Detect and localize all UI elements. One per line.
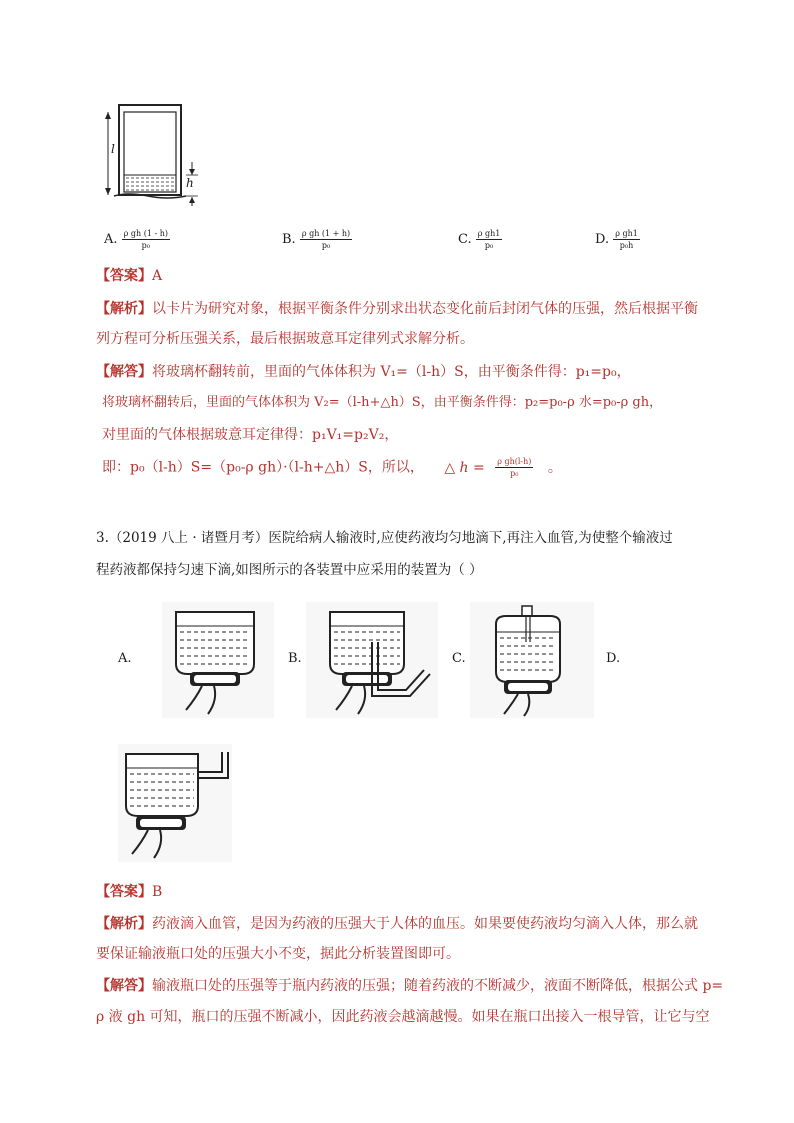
q2-answer: 【答案】A [96,268,163,284]
q3-solution-line2: ρ 液 gh 可知，瓶口的压强不断减小，因此药液会越滴越慢。如果在瓶口出接入一根导管，让它与空 [96,1009,710,1025]
q2-analysis-line2: 列方程可分析压强关系，最后根据玻意耳定律列式求解分析。 [96,331,474,347]
q2-solution-line4: 即：p₀（l-h）S=（p₀-ρ gh）·（l-h+△h）S，所以， △ h = $\frac{\text{ρ gh(l-h)}}{\text{p₀}}$ 。 [102,457,562,478]
q3-option-a-letter: A. [118,651,132,666]
inverted-glass-figure [98,100,218,210]
option-c: C. $\frac{\text{ρ gh1}}{\text{p₀}}$ [458,229,501,250]
q3-analysis-line1: 【解析】药液滴入血管，是因为药液的压强大于人体的血压。如果要使药液均匀滴入人体，那么就 [96,916,698,932]
option-a: A. $\frac{\text{ρ gh (1 - h)}}{\text{p₀}}$ [104,229,169,250]
q3-analysis-line2: 要保证输液瓶口处的压强大小不变，据此分析装置图即可。 [96,946,460,962]
figure-label-h: h [186,176,194,190]
option-b: B. $\frac{\text{ρ gh (1 + h)}}{\text{p₀}}$ [282,229,351,250]
infusion-bottle-d [118,744,232,862]
q3-solution-line1: 【解答】输液瓶口处的压强等于瓶内药液的压强；随着药液的不断减少，液面不断降低，根据公式 p= [96,978,724,994]
q3-option-b-letter: B. [288,651,302,666]
figure-label-l: l [111,142,115,156]
q2-analysis-line1: 【解析】以卡片为研究对象，根据平衡条件分别求出状态变化前后封闭气体的压强，然后根据平衡 [96,301,698,317]
infusion-bottle-b [306,602,438,718]
q3-answer: 【答案】B [96,884,163,900]
option-d: D. $\frac{\text{ρ gh1}}{\text{p₀h}}$ [595,229,638,250]
q3-option-d-letter: D. [606,651,621,666]
q2-solution-line2: 将玻璃杯翻转后，里面的气体体积为 V₂=（l-h+△h）S，由平衡条件得：p₂=p₀-ρ 水=p₀-ρ gh， [102,395,663,410]
infusion-bottle-c [470,602,594,718]
q2-solution-line1: 【解答】将玻璃杯翻转前，里面的气体体积为 V₁=（l-h）S，由平衡条件得：p₁=p₀， [96,364,631,380]
q3-stem-line2: 程药液都保持匀速下滴,如图所示的各装置中应采用的装置为（ ） [96,562,483,578]
infusion-bottle-a [162,602,274,718]
q3-option-c-letter: C. [452,651,466,666]
q2-solution-line3: 对里面的气体根据玻意耳定律得：p₁V₁=p₂V₂， [102,427,399,443]
q3-stem-line1: 3.（2019 八上 · 诸暨月考）医院给病人输液时,应使药液均匀地滴下,再注入血管,为使整个输液过 [96,530,673,546]
